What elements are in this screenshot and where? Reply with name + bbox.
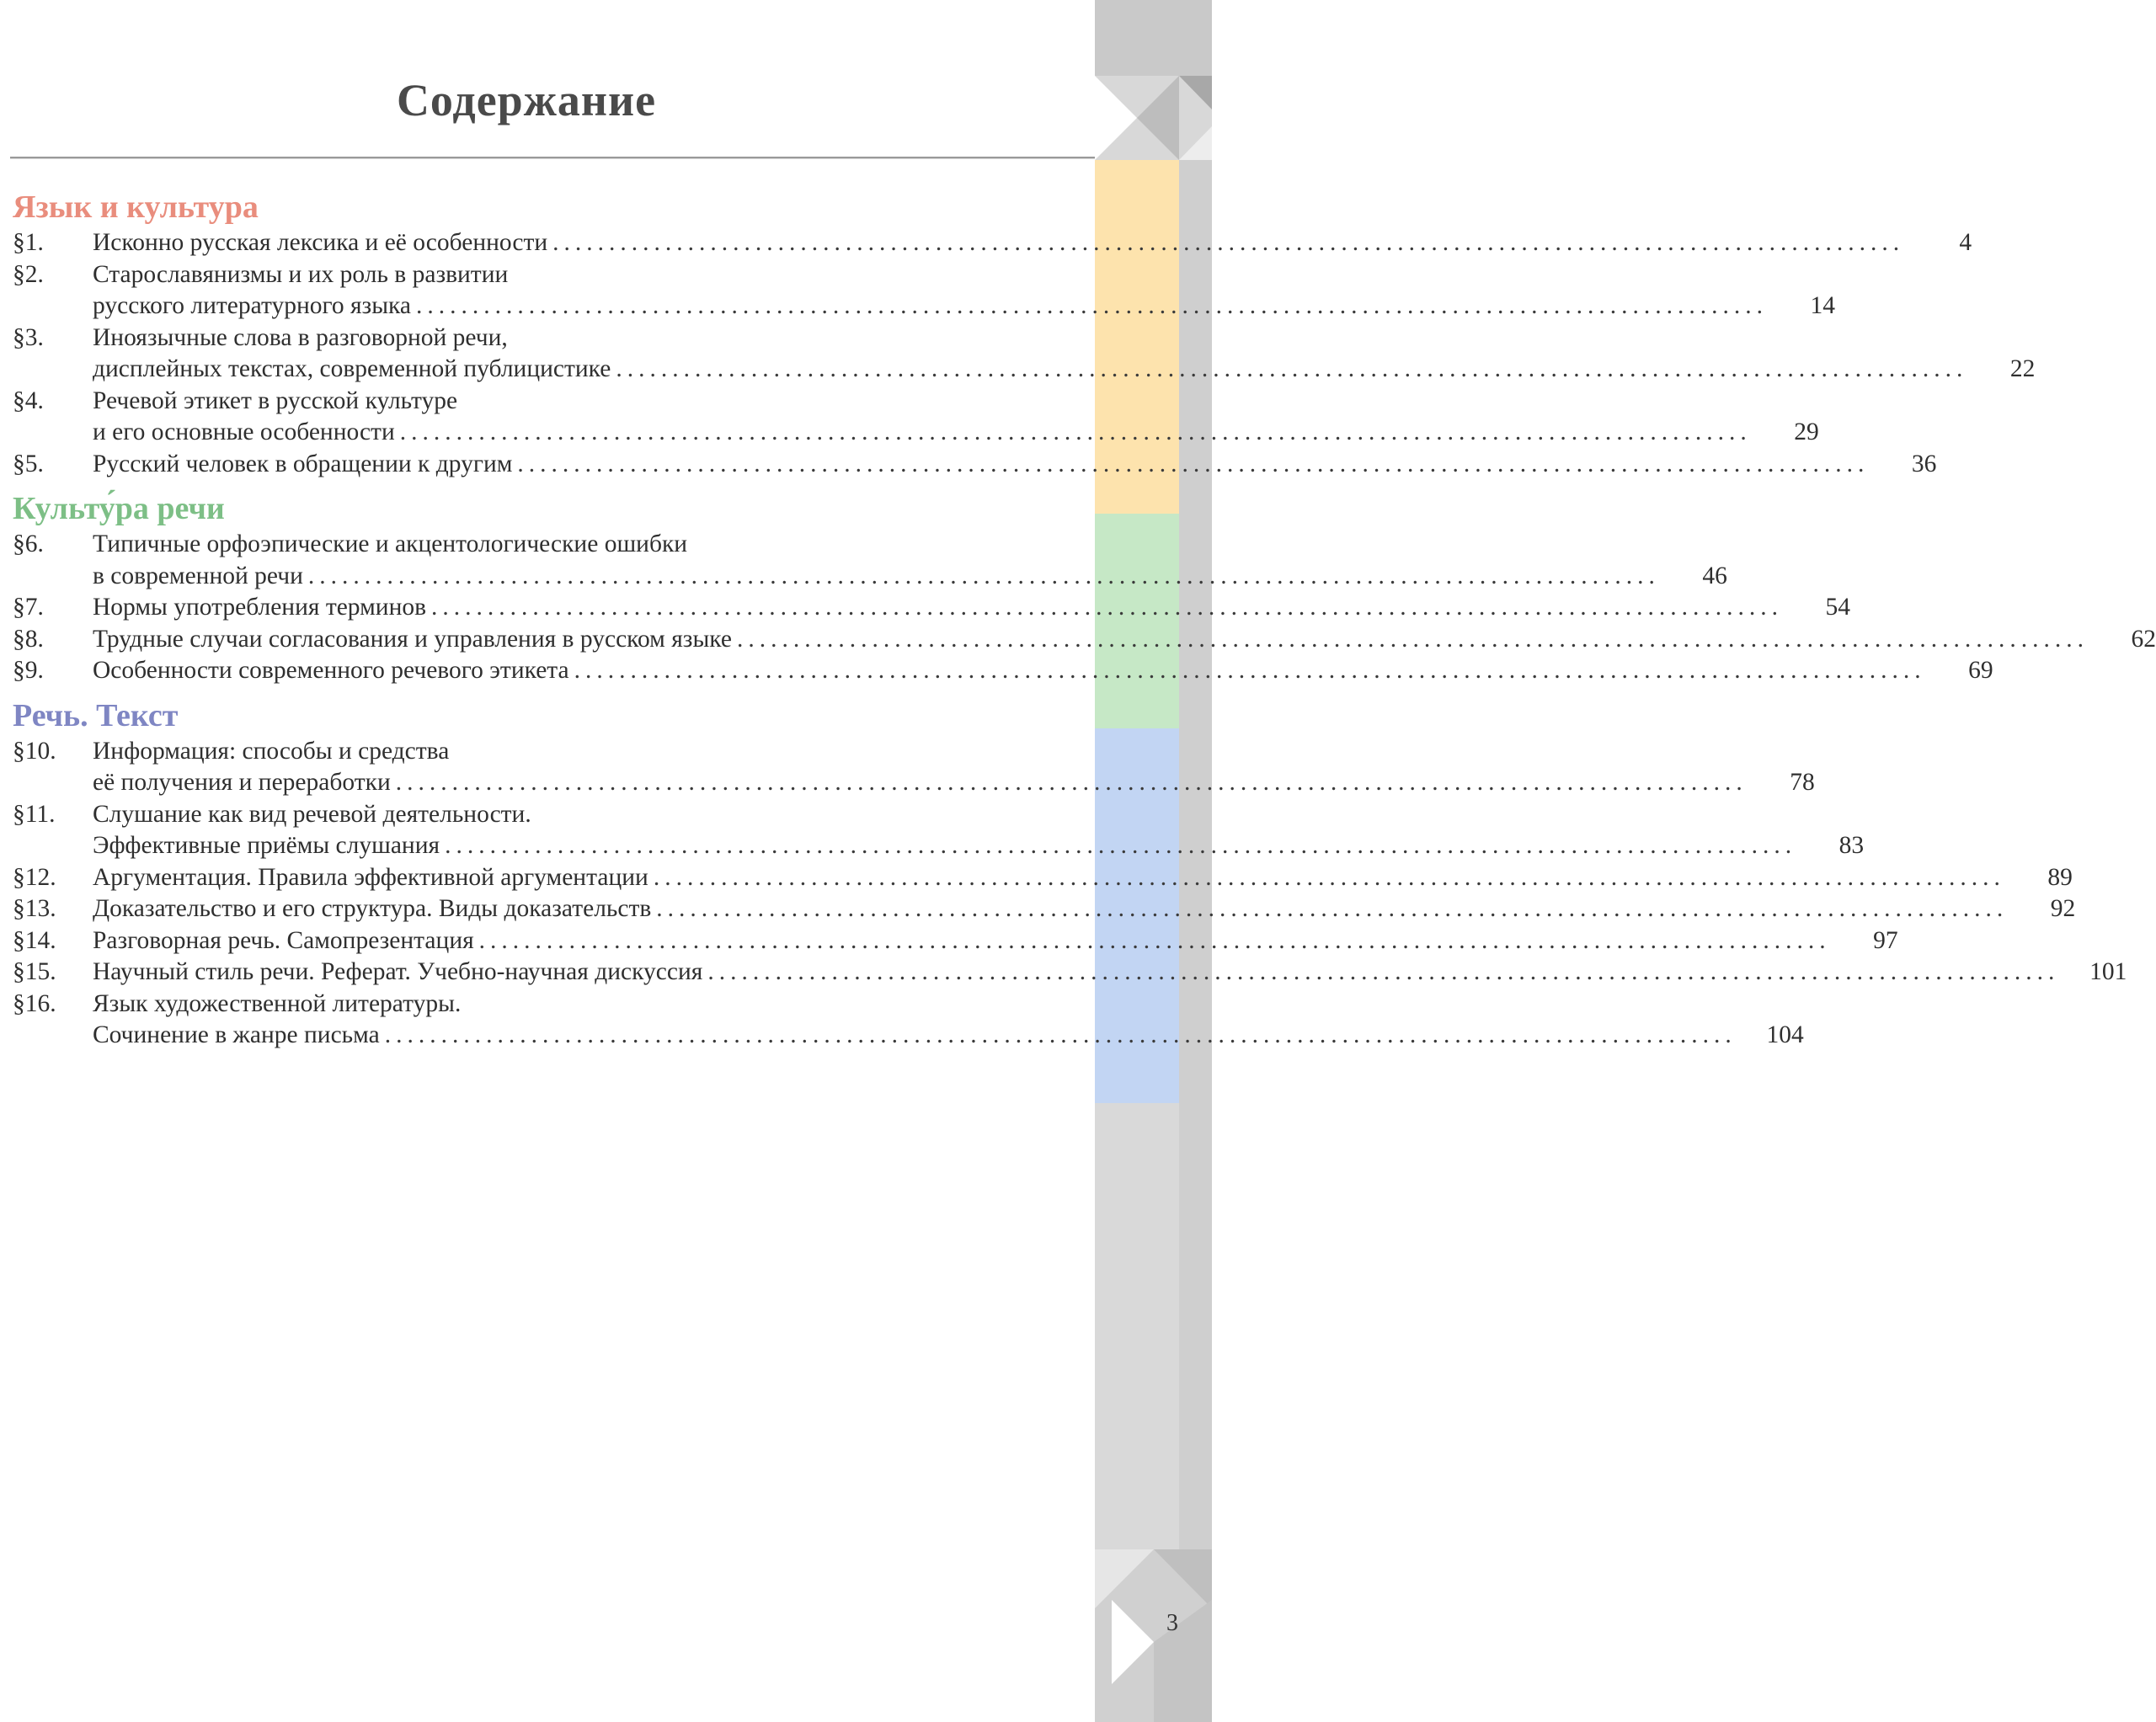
entry-title: Речевой этикет в русской культуре: [93, 387, 458, 414]
entry-page: 69: [1968, 657, 1993, 684]
entry-title: Аргументация. Правила эффективной аргументации: [93, 862, 654, 894]
entry-title: её получения и переработки: [93, 767, 396, 799]
paragraph-number: §16.: [13, 989, 56, 1017]
paragraph-number: §4.: [13, 387, 44, 414]
entry-title: Информация: способы и средства: [93, 737, 450, 765]
entry-page: 46: [1702, 562, 1727, 589]
entry-page: 104: [1766, 1021, 1804, 1048]
entry-title: Трудные случаи согласования и управления в русском языке: [93, 624, 737, 656]
corner-ornament-icon: [1095, 1549, 1212, 1722]
entry-page: 36: [1911, 450, 1937, 477]
entry-title: дисплейных текстах, современной публицистике: [93, 354, 616, 386]
entry-title: Сочинение в жанре письма: [93, 1020, 385, 1052]
dot-leader: ........................................................................................................................: [656, 895, 2009, 922]
dot-leader: ........................................................................................................................: [416, 292, 1768, 319]
toc-entry: [13, 925, 1898, 957]
dot-leader: ........................................................................................................................: [445, 832, 1797, 859]
paragraph-number: §10.: [13, 737, 56, 765]
paragraph-number: §3.: [13, 323, 44, 351]
entry-page: 83: [1838, 832, 1865, 859]
toc-entry: [13, 957, 2127, 989]
entry-title: Особенности современного речевого этикета: [93, 655, 574, 687]
toc-entry: [13, 323, 2036, 386]
title-divider: [10, 157, 1095, 159]
dot-leader: ........................................................................................................................: [478, 926, 1831, 954]
paragraph-number: §12.: [13, 863, 56, 891]
dot-leader: ........................................................................................................................: [384, 1021, 1737, 1048]
entry-page: 78: [1790, 769, 1815, 796]
entry-title: Старославянизмы и их роль в развитии: [93, 260, 509, 288]
paragraph-number: §8.: [13, 625, 44, 653]
toc-entry: [13, 259, 1835, 323]
toc-entry: [13, 862, 2073, 894]
toc-entry: [13, 529, 1727, 592]
entry-page: 97: [1873, 926, 1898, 954]
page-title: Содержание: [396, 75, 657, 125]
entry-title: Доказательство и его структура. Виды доказательств: [93, 893, 656, 925]
entry-title: Слушание как вид речевой деятельности.: [93, 800, 531, 828]
page-number: 3: [1166, 1610, 1178, 1636]
paragraph-number: §6.: [13, 530, 44, 557]
entry-title: Исконно русская лексика и её особенности: [93, 227, 552, 259]
toc-section: [13, 488, 2156, 687]
entry-page: 62: [2131, 625, 2156, 653]
paragraph-number: §13.: [13, 895, 56, 922]
toc-entry: [13, 989, 1804, 1052]
entry-page: 22: [2009, 355, 2036, 382]
paragraph-number: §7.: [13, 594, 44, 621]
section-heading: Культу́ра речи: [13, 491, 225, 526]
entry-title: Язык художественной литературы.: [93, 989, 462, 1017]
dot-leader: ........................................................................................................................: [574, 657, 1926, 684]
entry-title: Научный стиль речи. Реферат. Учебно-научная дискуссия: [93, 957, 707, 989]
entry-title: Нормы употребления терминов: [93, 592, 431, 624]
table-of-contents: [13, 187, 2156, 1052]
dot-leader: ........................................................................................................................: [395, 769, 1748, 796]
section-heading: Речь. Текст: [13, 697, 179, 733]
toc-section: [13, 187, 2036, 480]
paragraph-number: §5.: [13, 450, 44, 477]
dot-leader: ........................................................................................................................: [736, 625, 2089, 653]
paragraph-number: §1.: [13, 229, 44, 256]
entry-page: 14: [1810, 292, 1835, 319]
dot-leader: ........................................................................................................................: [307, 562, 1660, 589]
dot-leader: ........................................................................................................................: [517, 450, 1870, 477]
toc-entry: [13, 655, 1993, 687]
entry-title: Иноязычные слова в разговорной речи,: [93, 323, 508, 351]
toc-entry: [13, 799, 1865, 862]
entry-page: 29: [1794, 419, 1819, 445]
dot-leader: ........................................................................................................................: [552, 229, 1905, 256]
dot-leader: ........................................................................................................................: [653, 863, 2005, 891]
entry-page: 101: [2089, 958, 2127, 985]
dot-leader: ........................................................................................................................: [707, 958, 2060, 985]
toc-entry: [13, 227, 1972, 259]
paragraph-number: §14.: [13, 926, 56, 954]
entry-page: 89: [2047, 863, 2073, 891]
section-heading: Язык и культура: [13, 189, 259, 225]
entry-title: Типичные орфоэпические и акцентологические ошибки: [93, 530, 688, 557]
toc-entry: [13, 624, 2156, 656]
dot-leader: ........................................................................................................................: [616, 355, 1968, 382]
paragraph-number: §15.: [13, 958, 56, 985]
paragraph-number: §11.: [13, 800, 56, 828]
toc-entry: [13, 449, 1937, 481]
toc-entry: [13, 893, 2076, 925]
entry-title: и его основные особенности: [93, 417, 400, 449]
toc-entry: [13, 592, 1851, 624]
dot-leader: ........................................................................................................................: [399, 419, 1752, 445]
entry-page: 92: [2050, 895, 2076, 922]
entry-title: Разговорная речь. Самопрезентация: [93, 925, 479, 957]
dot-leader: ........................................................................................................................: [431, 594, 1784, 621]
toc-section: [13, 696, 2127, 1052]
entry-page: 4: [1959, 229, 1972, 256]
paragraph-number: §9.: [13, 657, 44, 684]
toc-entry: [13, 736, 1815, 799]
toc-entry: [13, 386, 1819, 449]
entry-page: 54: [1825, 594, 1851, 621]
entry-title: русского литературного языка: [93, 291, 416, 323]
diamond-ornament-icon: [1095, 76, 1212, 160]
entry-title: Русский человек в обращении к другим: [93, 449, 517, 481]
entry-title: Эффективные приёмы слушания: [93, 830, 445, 862]
entry-title: в современной речи: [93, 561, 308, 593]
paragraph-number: §2.: [13, 260, 44, 288]
